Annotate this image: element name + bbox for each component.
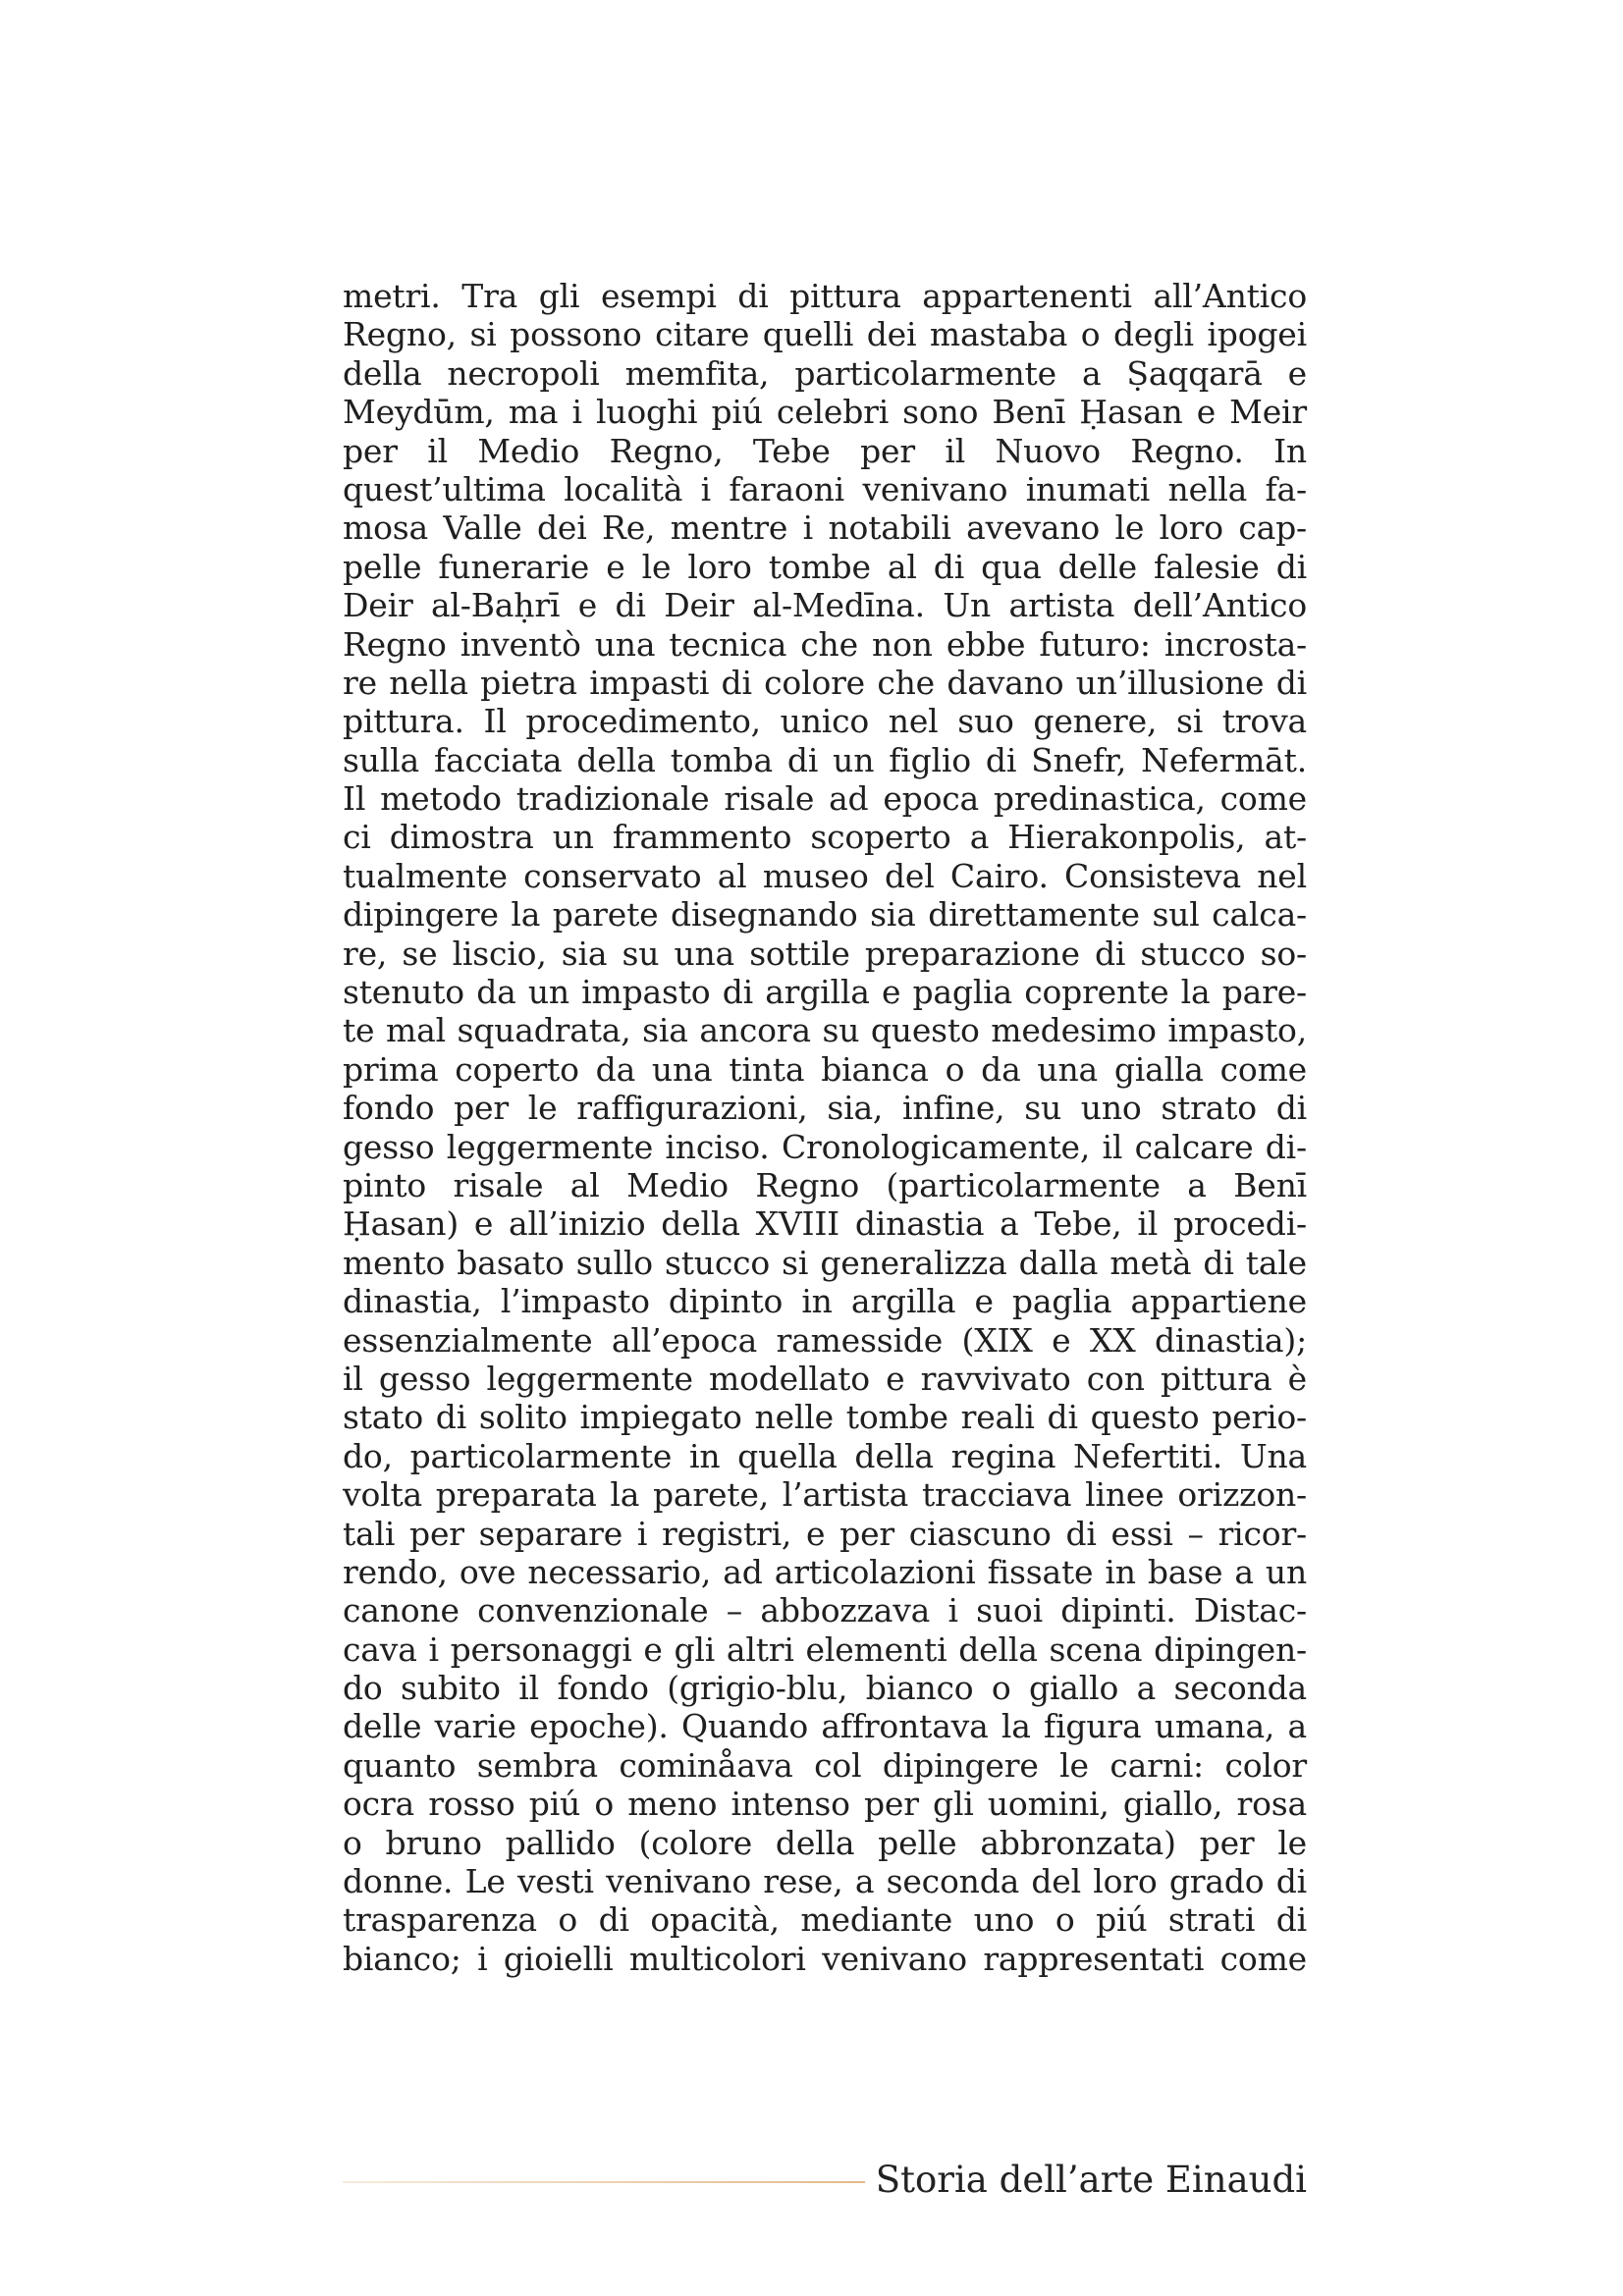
text-line: do, particolarmente in quella della regina Nefertiti. Una [343,1436,1307,1475]
text-line: gesso leggermente inciso. Cronologicamente, il calcare di- [343,1127,1307,1166]
text-line: donne. Le vesti venivano rese, a seconda del loro grado di [343,1862,1307,1901]
text-line: ci dimostra un frammento scoperto a Hierakonpolis, at- [343,818,1307,857]
text-line: pelle funerarie e le loro tombe al di qua delle falesie di [343,547,1307,586]
text-line: rendo, ove necessario, ad articolazioni fissate in base a un [343,1552,1307,1591]
body-text [343,277,1307,1978]
text-line: re nella pietra impasti di colore che davano un’illusione di [343,663,1307,702]
text-line: dinastia, l’impasto dipinto in argilla e paglia appartiene [343,1282,1307,1321]
text-line: Il metodo tradizionale risale ad epoca predinastica, come [343,779,1307,819]
text-line: quanto sembra cominåava col dipingere le carni: color [343,1745,1307,1785]
text-line: della necropoli memfita, particolarmente a Ṣaqqarā e [343,353,1307,393]
text-line: delle varie epoche). Quando affrontava la figura umana, a [343,1707,1307,1746]
text-line: fondo per le raffigurazioni, sia, infine, su uno strato di [343,1089,1307,1128]
text-line: o bruno pallido (colore della pelle abbronzata) per le [343,1823,1307,1862]
text-line: Meydūm, ma i luoghi piú celebri sono Benī Ḥasan e Meir [343,393,1307,432]
text-line: metri. Tra gli esempi di pittura appartenenti all’Antico [343,277,1307,315]
text-line: Regno, si possono citare quelli dei mastaba o degli ipogei [343,315,1307,354]
page-footer [343,2158,1307,2207]
text-line: tualmente conservato al museo del Cairo. Consisteva nel [343,856,1307,895]
text-line: te mal squadrata, sia ancora su questo medesimo impasto, [343,1011,1307,1050]
text-line: quest’ultima località i faraoni venivano inumati nella fa- [343,469,1307,508]
text-line: il gesso leggermente modellato e ravvivato con pittura è [343,1359,1307,1398]
text-line: stenuto da un impasto di argilla e paglia coprente la pare- [343,973,1307,1012]
text-line: tali per separare i registri, e per ciascuno di essi – ricor- [343,1514,1307,1553]
text-line: cava i personaggi e gli altri elementi della scena dipingen- [343,1629,1307,1669]
text-line: Ḥasan) e all’inizio della XVIII dinastia a Tebe, il procedi- [343,1204,1307,1244]
text-line: stato di solito impiegato nelle tombe reali di questo perio- [343,1398,1307,1437]
text-line: canone convenzionale – abbozzava i suoi dipinti. Distac- [343,1591,1307,1630]
text-line: mento basato sullo stucco si generalizza dalla metà di tale [343,1243,1307,1282]
text-line: sulla facciata della tomba di un figlio di Snefr, Nefermāt. [343,740,1307,779]
text-line: pinto risale al Medio Regno (particolarmente a Benī [343,1165,1307,1204]
text-line: trasparenza o di opacità, mediante uno o piú strati di [343,1900,1307,1940]
text-line: Regno inventò una tecnica che non ebbe futuro: incrosta- [343,624,1307,664]
text-line: do subito il fondo (grigio-blu, bianco o giallo a seconda [343,1669,1307,1708]
text-line: bianco; i gioielli multicolori venivano rappresentati come [343,1939,1307,1978]
text-line: re, se liscio, sia su una sottile preparazione di stucco so- [343,934,1307,973]
text-line: essenzialmente all’epoca ramesside (XIX e XX dinastia); [343,1320,1307,1360]
text-line: pittura. Il procedimento, unico nel suo genere, si trova [343,702,1307,741]
text-line: prima coperto da una tinta bianca o da una gialla come [343,1049,1307,1089]
text-line: per il Medio Regno, Tebe per il Nuovo Regno. In [343,431,1307,470]
text-line: Deir al-Baḥrī e di Deir al-Medīna. Un artista dell’Antico [343,586,1307,625]
text-line: volta preparata la parete, l’artista tracciava linee orizzon- [343,1475,1307,1515]
footer-title: Storia dell’arte Einaudi [875,2159,1307,2201]
text-line: mosa Valle dei Re, mentre i notabili avevano le loro cap- [343,508,1307,548]
text-line: dipingere la parete disegnando sia direttamente sul calca- [343,895,1307,934]
text-line: ocra rosso piú o meno intenso per gli uomini, giallo, rosa [343,1785,1307,1824]
footer-rule [343,2181,865,2183]
